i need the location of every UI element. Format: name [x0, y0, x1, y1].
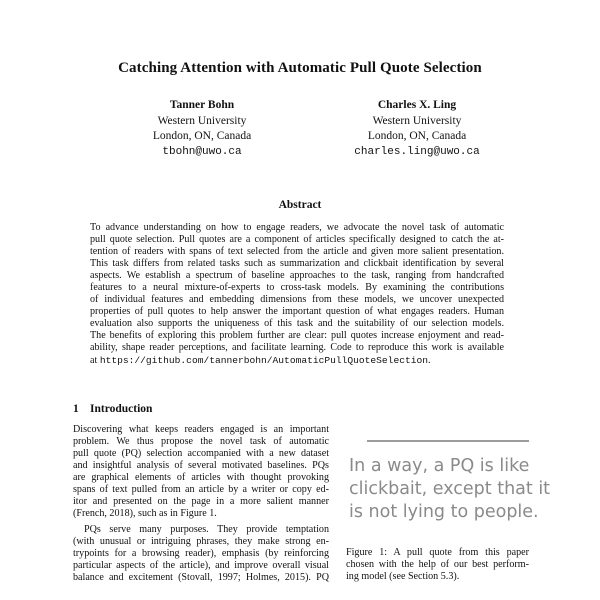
body-line: are graphical elements of articles with thought provoking [73, 472, 329, 483]
body-line: problem. We thus propose the novel task of automatic [73, 436, 329, 447]
abstract-line: To advance understanding on how to engage readers, we advocate the novel task of automatic [90, 222, 504, 233]
body-line: itor and presented on the page in a more salient manner [73, 496, 329, 507]
abstract-line [90, 355, 504, 367]
paper-title: Catching Attention with Automatic Pull Quote Selection [118, 60, 482, 76]
body-line: (French, 2018), such as in Figure 1. [73, 508, 217, 519]
body-line: balance and excitement (Stovall, 1997; Holmes, 2015). PQ [73, 572, 329, 583]
author-location: London, ON, Canada [367, 130, 467, 142]
abstract-line: ability, shape reader perceptions, and facilitate learning. Code to reproduce this work is available [90, 342, 504, 353]
abstract-line: features to a neural mixture-of-experts to cross-task models. By examining the contributions [90, 282, 504, 293]
section-number: 1 [73, 403, 79, 415]
author-name: Tanner Bohn [169, 99, 235, 111]
section-title: Introduction [90, 403, 153, 415]
author-email: tbohn@uwo.ca [162, 145, 242, 158]
abstract-line: This task differs from related tasks such as summarization and clickbait identification by several [90, 258, 504, 269]
pull-quote-line: clickbait, except that it [349, 479, 551, 499]
abstract-text: . [428, 355, 431, 366]
author-location: London, ON, Canada [152, 130, 252, 142]
abstract-line: aspects. We establish a spectrum of baseline approaches to the task, ranging from handcrafted [90, 270, 504, 281]
body-line: and insightful analysis of several motivated baselines. PQs [73, 460, 329, 471]
body-line: PQs serve many purposes. They provide temptation [84, 524, 329, 535]
body-line: Discovering what keeps readers engaged is an important [73, 424, 329, 435]
figure-caption-line: Figure 1: A pull quote from this paper [346, 547, 529, 558]
abstract-line: pull quote selection. Pull quotes are a component of articles specifically designed to catch the at- [90, 234, 504, 245]
body-line: (with unusual or intriguing phrases, they make strong en- [73, 536, 329, 547]
pull-quote-line: In a way, a PQ is like [349, 456, 530, 476]
figure-caption-line: chosen with the help of our best perform- [346, 559, 529, 570]
abstract-line: of individual features and embedding dimensions from these models, we uncover unexpected [90, 294, 504, 305]
author-name: Charles X. Ling [377, 99, 457, 111]
pull-quote-rule [367, 440, 529, 442]
author-email: charles.ling@uwo.ca [354, 145, 480, 158]
author-block [307, 98, 527, 160]
pull-quote-line: is not lying to people. [349, 502, 539, 522]
body-line: pull quote (PQ) selection accompanied with a new dataset [73, 448, 329, 459]
abstract-line: The benefits of exploring this problem further are clear: pull quotes increase enjoyment and read- [90, 330, 504, 341]
abstract-line: evaluation also supports the uniqueness of this task and the suitability of our selection models. [90, 318, 504, 329]
body-line: spans of text pulled from an article by a writer or copy ed- [73, 484, 329, 495]
author-block [92, 98, 312, 160]
section-heading [73, 403, 152, 415]
abstract-line: properties of pull quotes to help answer the important question of what engages readers. Human [90, 306, 504, 317]
abstract-line: tention of readers with spans of text selected from the article and given more salient presentation. [90, 246, 504, 257]
abstract-heading: Abstract [278, 199, 322, 211]
author-affiliation: Western University [157, 114, 247, 127]
code-url-link[interactable]: https://github.com/tannerbohn/AutomaticPullQuoteSelection [99, 355, 428, 366]
author-affiliation: Western University [372, 114, 462, 127]
body-line: particular aspects of the article), and improve overall visual [73, 560, 329, 571]
abstract-text: at [90, 355, 98, 366]
body-line: trypoints for a browsing reader), emphasis (by reinforcing [73, 548, 329, 559]
figure-caption-line: ing model (see Section 5.3). [346, 571, 460, 582]
